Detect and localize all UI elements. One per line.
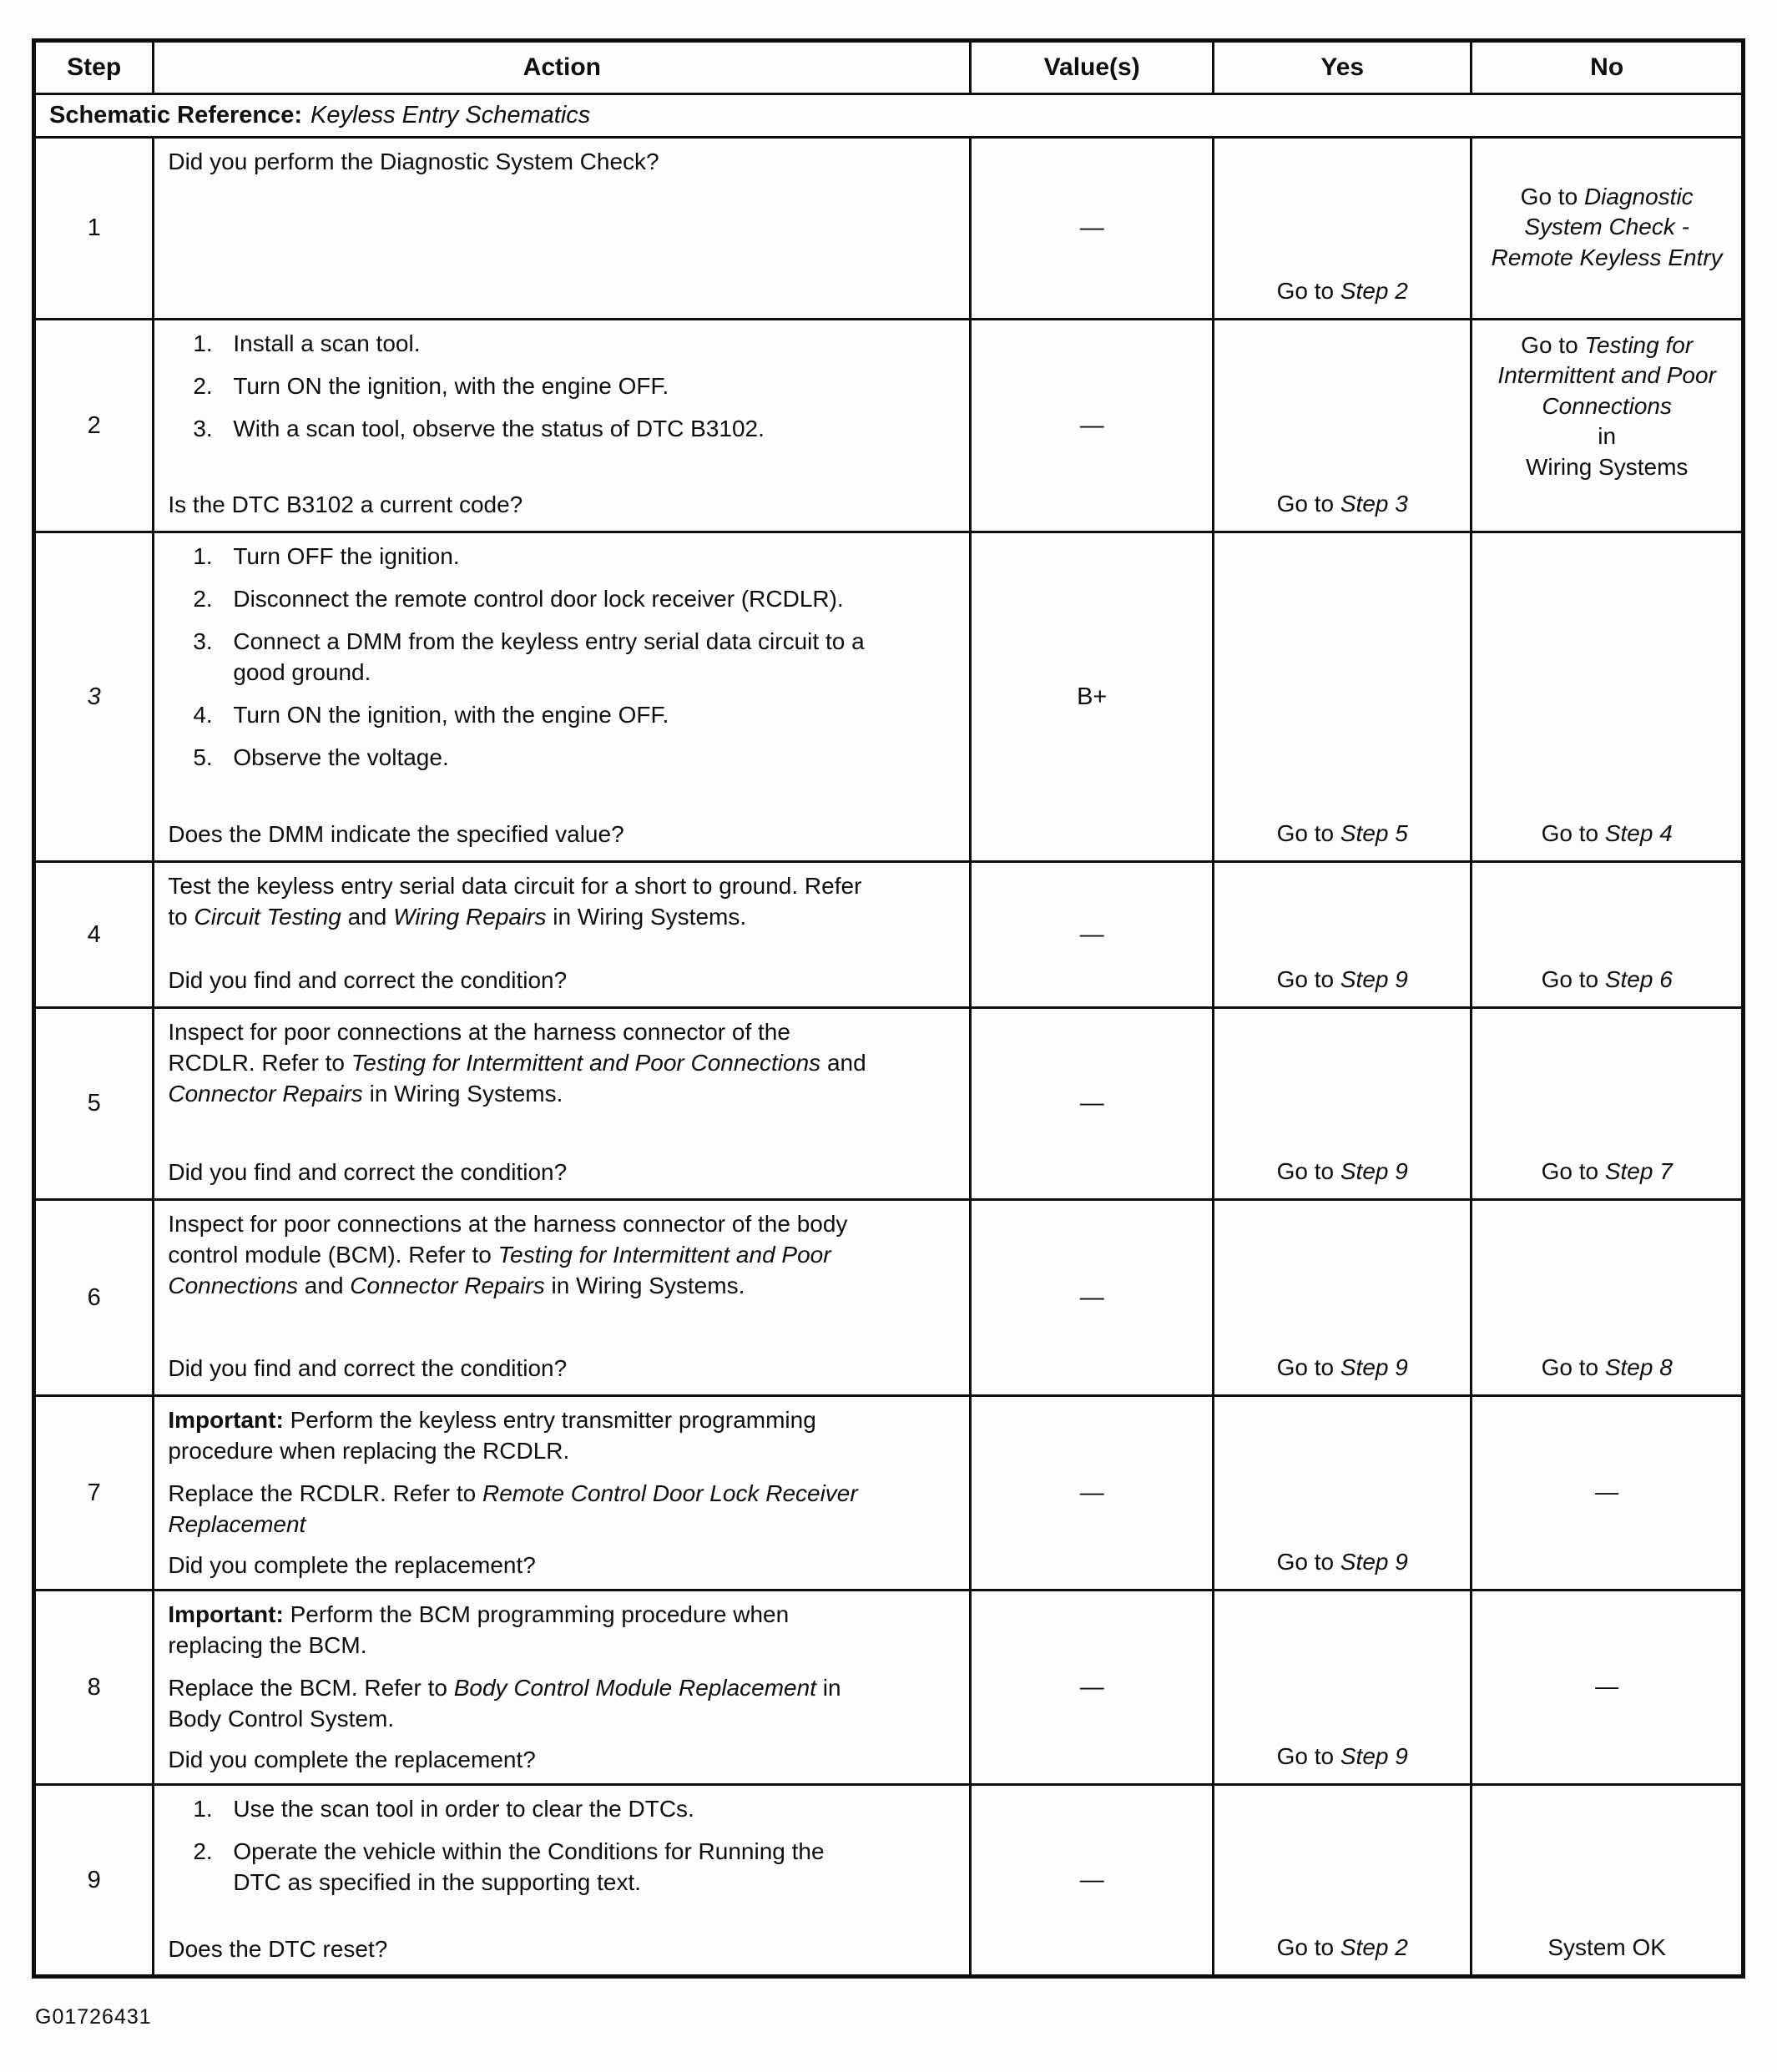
table-row: [34, 862, 1744, 1008]
column-header-values: Value(s): [971, 41, 1214, 94]
text-segment: and: [298, 1272, 351, 1298]
action-list-item: [168, 743, 876, 774]
text-segment: Disconnect the remote control door lock receiver (RCDLR).: [233, 585, 844, 612]
text-segment: Did you complete the replacement?: [168, 1551, 536, 1578]
step-cell: [34, 1591, 154, 1785]
list-item-number: 1.: [193, 330, 213, 356]
action-cell: [154, 138, 971, 320]
table-row: [34, 320, 1744, 532]
action-list-item: [168, 371, 876, 402]
list-item-text: [233, 542, 459, 572]
text-segment: Did you find and correct the condition?: [168, 1158, 568, 1185]
text-segment: in Wiring Systems.: [362, 1080, 563, 1107]
action-list-item: [168, 700, 876, 731]
action-cell: [154, 1396, 971, 1591]
column-header-yes: Yes: [1214, 41, 1472, 94]
value-cell: —: [971, 862, 1214, 1008]
text-segment: Step 9: [1340, 1354, 1408, 1380]
text-segment: Step 9: [1340, 965, 1408, 992]
text-segment: Perform the keyless entry transmitter programming procedure when replacing the RCDLR.: [168, 1407, 816, 1464]
schematic-reference-label: Schematic Reference:: [49, 102, 303, 129]
action-paragraph: [168, 1209, 876, 1302]
action-question: [168, 1735, 956, 1775]
list-item-number: 2.: [193, 585, 213, 612]
text-segment: Observe the voltage.: [233, 744, 449, 770]
action-question: [168, 480, 956, 520]
text-segment: Important:: [168, 1407, 284, 1433]
list-item-text: [233, 329, 420, 360]
text-segment: Remote Control Door Lock Receiver Replacement: [168, 1480, 858, 1537]
text-segment: Step 9: [1340, 1743, 1408, 1770]
value-cell: —: [971, 1396, 1214, 1591]
value-cell: —: [971, 1200, 1214, 1396]
text-segment: 6: [87, 1283, 101, 1311]
text-segment: Inspect for poor connections at the harness connector of the RCDLR. Refer to: [168, 1019, 790, 1076]
list-item-text: [233, 627, 876, 688]
no-cell: [1472, 1591, 1744, 1785]
action-cell: [154, 1008, 971, 1200]
no-cell: [1472, 1396, 1744, 1591]
table-row: [34, 532, 1744, 862]
action-cell: [154, 320, 971, 532]
text-segment: Circuit Testing: [194, 903, 341, 930]
table-row: [34, 1591, 1744, 1785]
list-item-text: [233, 371, 669, 402]
text-segment: —: [1595, 1673, 1619, 1700]
text-segment: Replace the RCDLR. Refer to: [168, 1480, 482, 1506]
no-cell: [1472, 1008, 1744, 1200]
table-body: [34, 94, 1744, 1977]
action-paragraph: [168, 871, 876, 933]
schematic-reference-cell: [34, 94, 1744, 138]
action-cell: [154, 1785, 971, 1977]
text-segment: System OK: [1547, 1934, 1666, 1961]
no-cell: [1472, 1785, 1744, 1977]
text-segment: Go to: [1276, 965, 1340, 992]
text-segment: Go to: [1521, 332, 1585, 358]
text-segment: —: [1595, 1478, 1619, 1505]
yes-cell: [1214, 862, 1472, 1008]
action-question: [168, 1147, 956, 1187]
text-segment: 7: [87, 1479, 101, 1506]
table-row: [34, 1785, 1744, 1977]
text-segment: Turn ON the ignition, with the engine OFF.: [233, 701, 669, 728]
list-item-number: 2.: [193, 372, 213, 399]
action-cell: [154, 1591, 971, 1785]
text-segment: in Body Control System.: [168, 1675, 841, 1732]
text-segment: Step 9: [1340, 1548, 1408, 1575]
action-paragraph: [168, 1673, 876, 1735]
no-cell: [1472, 1200, 1744, 1396]
value-cell: —: [971, 138, 1214, 320]
text-segment: Go to: [1541, 1354, 1605, 1380]
table-row: [34, 1396, 1744, 1591]
list-item-number: 4.: [193, 701, 213, 728]
step-cell: [34, 862, 154, 1008]
value-cell: B+: [971, 532, 1214, 862]
no-cell: [1472, 138, 1744, 320]
action-list-item: [168, 584, 876, 615]
value-cell: —: [971, 1008, 1214, 1200]
step-cell: [34, 1008, 154, 1200]
step-cell: [34, 1785, 154, 1977]
list-item-number: 3.: [193, 628, 213, 654]
text-segment: Go to: [1520, 183, 1584, 209]
action-paragraph: [168, 1600, 876, 1661]
table-row: [34, 138, 1744, 320]
text-segment: 9: [87, 1866, 101, 1893]
step-cell: [34, 1200, 154, 1396]
text-segment: Inspect for poor connections at the harness connector of the body control module (BCM). Refer to: [168, 1211, 848, 1268]
text-segment: Step 4: [1604, 819, 1673, 846]
text-segment: Install a scan tool.: [233, 330, 421, 356]
text-segment: in Wiring Systems.: [546, 903, 747, 930]
yes-cell: [1214, 1785, 1472, 1977]
text-segment: 8: [87, 1673, 101, 1701]
action-cell: [154, 1200, 971, 1396]
text-segment: Did you find and correct the condition?: [168, 1354, 568, 1381]
text-segment: Step 9: [1340, 1157, 1408, 1184]
action-list-item: [168, 1837, 876, 1898]
text-segment: Wiring Repairs: [393, 903, 547, 930]
action-paragraph: [168, 147, 876, 178]
text-segment: Did you complete the replacement?: [168, 1747, 536, 1773]
action-list-item: [168, 542, 876, 572]
text-segment: Testing for Intermittent and Poor Connections: [351, 1049, 821, 1076]
text-segment: Connector Repairs: [350, 1272, 545, 1298]
action-paragraph: [168, 1017, 876, 1110]
list-item-text: [233, 1837, 876, 1898]
text-segment: Connect a DMM from the keyless entry serial data circuit to a good ground.: [233, 628, 865, 685]
list-item-text: [233, 414, 765, 445]
text-segment: Go to: [1276, 819, 1340, 846]
list-item-number: 1.: [193, 543, 213, 569]
text-segment: 2: [87, 411, 101, 439]
text-segment: Connector Repairs: [168, 1080, 363, 1107]
text-segment: Testing for Intermittent and Poor Connections: [1497, 332, 1716, 419]
text-segment: Go to: [1541, 1157, 1605, 1184]
action-question: [168, 1344, 956, 1384]
list-item-text: [233, 584, 843, 615]
text-segment: Step 5: [1340, 819, 1408, 846]
action-cell: [154, 862, 971, 1008]
yes-cell: [1214, 320, 1472, 532]
action-question: [168, 1540, 956, 1580]
header-row: [34, 41, 1744, 94]
no-cell: [1472, 862, 1744, 1008]
no-cell: [1472, 320, 1744, 532]
figure-id: G01726431: [35, 2005, 152, 2029]
text-segment: Does the DMM indicate the specified value?: [168, 820, 624, 847]
list-item-number: 2.: [193, 1838, 213, 1865]
yes-cell: [1214, 1008, 1472, 1200]
text-segment: Wiring Systems: [1525, 453, 1689, 480]
text-segment: Step 8: [1604, 1354, 1673, 1380]
text-segment: Diagnostic System Check - Remote Keyless Entry: [1491, 183, 1723, 270]
step-cell: [34, 320, 154, 532]
column-header-step: Step: [34, 41, 154, 94]
text-segment: Go to: [1276, 490, 1340, 517]
text-segment: With a scan tool, observe the status of DTC B3102.: [233, 415, 765, 441]
list-item-number: 3.: [193, 415, 213, 441]
text-segment: in Wiring Systems.: [544, 1272, 745, 1298]
list-item-number: 1.: [193, 1796, 213, 1822]
text-segment: Go to: [1276, 1548, 1340, 1575]
text-segment: 4: [87, 920, 101, 948]
step-cell: [34, 532, 154, 862]
value-cell: —: [971, 1591, 1214, 1785]
text-segment: Go to: [1276, 1934, 1340, 1961]
text-segment: Go to: [1541, 819, 1605, 846]
yes-cell: [1214, 1200, 1472, 1396]
text-segment: Go to: [1541, 965, 1605, 992]
list-item-text: [233, 700, 669, 731]
text-segment: 1: [87, 214, 101, 241]
text-segment: Important:: [168, 1601, 284, 1628]
value-cell: —: [971, 320, 1214, 532]
text-segment: 3: [87, 683, 101, 710]
text-segment: Step 6: [1604, 965, 1673, 992]
no-cell: [1472, 532, 1744, 862]
action-list-item: [168, 414, 876, 445]
text-segment: Test the keyless entry serial data circuit for a short to ground. Refer to: [168, 873, 862, 930]
text-segment: Did you find and correct the condition?: [168, 966, 568, 993]
diagnostic-table: [32, 38, 1745, 1979]
action-list-item: [168, 1794, 876, 1825]
text-segment: in: [1598, 423, 1617, 450]
step-cell: [34, 138, 154, 320]
text-segment: Turn ON the ignition, with the engine OFF.: [233, 372, 669, 399]
text-segment: and: [341, 903, 394, 930]
text-segment: Did you perform the Diagnostic System Check?: [168, 149, 659, 174]
list-item-number: 5.: [193, 744, 213, 770]
action-list-item: [168, 329, 876, 360]
action-paragraph: [168, 1479, 876, 1540]
text-segment: Go to: [1276, 1743, 1340, 1770]
table-row: [34, 1008, 1744, 1200]
yes-cell: [1214, 1396, 1472, 1591]
yes-cell: [1214, 138, 1472, 320]
text-segment: 5: [87, 1090, 101, 1117]
text-segment: Testing for Intermittent and Poor Connections: [168, 1241, 831, 1298]
text-segment: Perform the BCM programming procedure when replacing the BCM.: [168, 1601, 790, 1659]
text-segment: Go to: [1276, 1354, 1340, 1380]
text-segment: and: [820, 1049, 866, 1076]
table-row: [34, 1200, 1744, 1396]
text-segment: Does the DTC reset?: [168, 1936, 388, 1963]
list-item-text: [233, 743, 448, 774]
text-segment: Turn OFF the ignition.: [233, 543, 460, 569]
step-cell: [34, 1396, 154, 1591]
text-segment: Step 2: [1340, 277, 1408, 304]
text-segment: Replace the BCM. Refer to: [168, 1675, 454, 1701]
value-cell: —: [971, 1785, 1214, 1977]
text-segment: Go to: [1276, 1157, 1340, 1184]
action-paragraph: [168, 1405, 876, 1467]
text-segment: Use the scan tool in order to clear the DTCs.: [233, 1796, 694, 1822]
column-header-no: No: [1472, 41, 1744, 94]
text-segment: Operate the vehicle within the Conditions for Running the DTC as specified in the supporting text.: [233, 1838, 825, 1896]
text-segment: Body Control Module Replacement: [453, 1675, 816, 1701]
text-segment: Step 7: [1604, 1157, 1673, 1184]
action-cell: [154, 532, 971, 862]
action-question: [168, 809, 956, 849]
yes-cell: [1214, 532, 1472, 862]
text-segment: Step 2: [1340, 1934, 1408, 1961]
action-question: [168, 1924, 956, 1964]
schematic-reference-value: Keyless Entry Schematics: [310, 102, 591, 129]
action-list-item: [168, 627, 876, 688]
schematic-reference-row: [34, 94, 1744, 138]
yes-cell: [1214, 1591, 1472, 1785]
text-segment: Go to: [1276, 277, 1340, 304]
column-header-action: Action: [154, 41, 971, 94]
list-item-text: [233, 1794, 694, 1825]
text-segment: Is the DTC B3102 a current code?: [168, 491, 523, 517]
action-question: [168, 955, 956, 996]
text-segment: Step 3: [1340, 490, 1408, 517]
